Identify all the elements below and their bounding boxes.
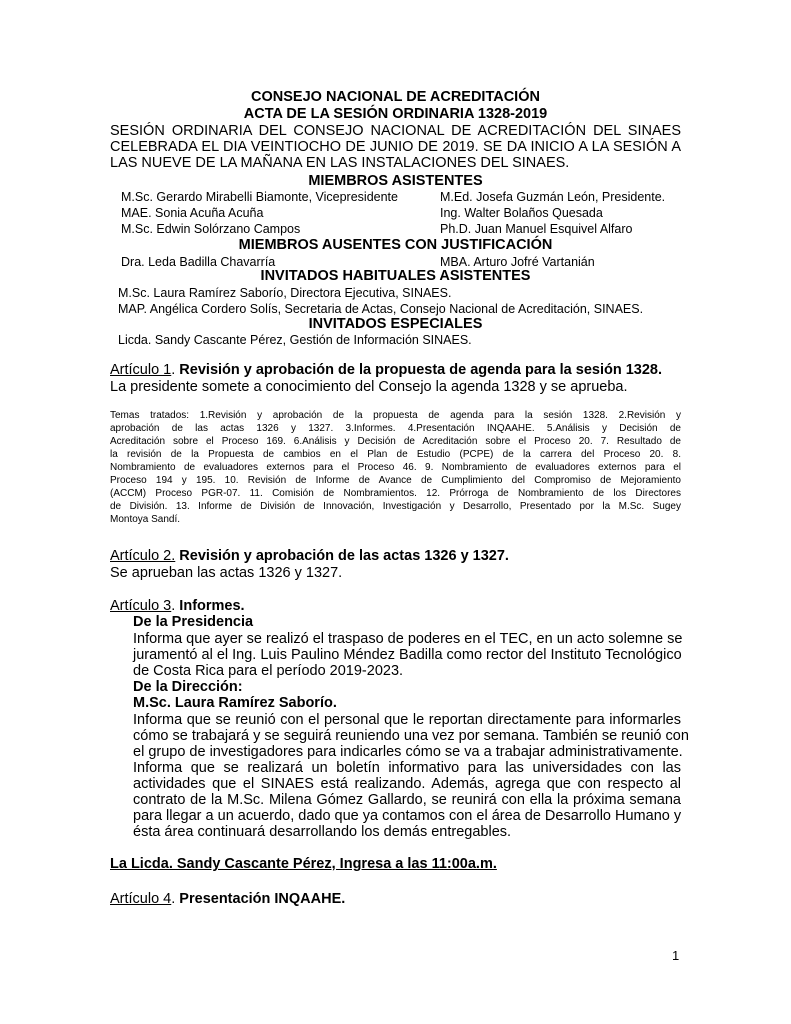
special-guest: Licda. Sandy Cascante Pérez, Gestión de Información SINAES. xyxy=(118,333,472,347)
article-title: Revisión y aprobación de la propuesta de agenda para la sesión 1328. xyxy=(175,362,663,378)
ingreso-note: La Licda. Sandy Cascante Pérez, Ingresa a las 11:00a.m. xyxy=(110,856,497,872)
attendee: M.Sc. Edwin Solórzano Campos xyxy=(121,222,301,236)
page-number: 1 xyxy=(672,948,680,963)
temas-line: Temas tratados: 1.Revisión y aprobación de la propuesta de agenda para la sesión 1328. 2.Revisión y xyxy=(110,410,681,421)
absent-heading: MIEMBROS AUSENTES CON JUSTIFICACIÓN xyxy=(238,237,553,253)
paragraph-line: Informa que se reunió con el personal que le reportan directamente para informarles xyxy=(133,712,681,728)
paragraph-line: Informa que ayer se realizó el traspaso de poderes en el TEC, en un acto solemne se xyxy=(133,631,683,647)
article-3-heading xyxy=(110,598,245,614)
habitual-heading: INVITADOS HABITUALES ASISTENTES xyxy=(260,268,531,284)
temas-line: aprobación de las actas 1326 y 1327. 3.Informes. 4.Presentación INQAAHE. 5.Análisis y Decisión de xyxy=(110,423,681,434)
temas-line: Proceso 194 y 195. 10. Revisión de Informe de Avance de Cumplimiento del Compromiso de Mejoramiento xyxy=(110,475,681,486)
attendee: Ph.D. Juan Manuel Esquivel Alfaro xyxy=(440,222,633,236)
article-2-text: Se aprueban las actas 1326 y 1327. xyxy=(110,565,343,581)
paragraph-line: de Costa Rica para el período 2019-2023. xyxy=(133,663,404,679)
article-2-heading xyxy=(110,548,509,564)
temas-line: de División. 13. Informe de División de Innovación, Investigación y Desarrollo, Presentado por la M.Sc. Sugey xyxy=(110,501,681,512)
org-title: CONSEJO NACIONAL DE ACREDITACIÓN xyxy=(251,89,540,105)
article-label: Artículo 4 xyxy=(110,891,172,907)
paragraph-line: ésta área continuará desarrollando los demás entregables. xyxy=(133,824,512,840)
article-label: Artículo 1 xyxy=(110,362,172,378)
intro-line: LAS NUEVE DE LA MAÑANA EN LAS INSTALACIONES DEL SINAES. xyxy=(110,155,570,171)
temas-tratados xyxy=(110,409,681,526)
attendee: M.Ed. Josefa Guzmán León, Presidente. xyxy=(440,190,666,204)
paragraph-line: para llegar a un acuerdo, dado que ya contamos con el área de Desarrollo Humano y xyxy=(133,808,682,824)
direccion-text xyxy=(133,712,689,840)
habitual-guest: MAP. Angélica Cordero Solís, Secretaria de Actas, Consejo Nacional de Acreditación, SINAES. xyxy=(118,302,644,316)
temas-line: (ACCM) Proceso PGR-07. 11. Comisión de Nombramientos. 12. Prórroga de Nombramiento de los Directores xyxy=(110,488,681,499)
paragraph-line: cómo se trabajará y se seguirá reuniendo una vez por semana. También se reunió con xyxy=(133,728,689,744)
session-intro xyxy=(110,123,681,171)
paragraph-line: juramentó al el Ing. Luis Paulino Méndez Badilla como rector del Instituto Tecnológico xyxy=(133,647,682,663)
article-separator: . xyxy=(171,598,176,614)
paragraph-line: el grupo de investigadores para indicarles cómo se va a trabajar administrativamente. xyxy=(133,744,683,760)
article-1-text: La presidente somete a conocimiento del Consejo la agenda 1328 y se aprueba. xyxy=(110,379,628,395)
direccion-person: M.Sc. Laura Ramírez Saborío. xyxy=(133,695,337,711)
attendee: Ing. Walter Bolaños Quesada xyxy=(440,206,603,220)
article-title: Presentación INQAAHE. xyxy=(175,891,346,907)
habitual-guest: M.Sc. Laura Ramírez Saborío, Directora Ejecutiva, SINAES. xyxy=(118,286,452,300)
presidencia-heading: De la Presidencia xyxy=(133,614,254,630)
temas-line: Nombramiento de evaluadores externos para el Proceso 46. 9. Nombramiento de evaluadores externos para el xyxy=(110,462,681,473)
paragraph-line: contrato de la M.Sc. Milena Gómez Gallardo, se reunirá con ella la próxima semana xyxy=(133,792,681,808)
paragraph-line: Informa que se realizará un boletín informativo para las universidades con las xyxy=(133,760,681,776)
article-1-heading xyxy=(110,362,662,378)
article-4-heading xyxy=(110,891,345,907)
temas-line: Acreditación sobre el Proceso 169. 6.Análisis y Decisión de Acreditación sobre el Proceso 20. 7. Resultado de xyxy=(110,436,681,447)
temas-line: la revisión de la Propuesta de cambios en el Plan de Estudio (PCPE) de la carrera del Proceso 20. 8. xyxy=(110,449,681,460)
article-separator: . xyxy=(171,362,176,378)
paragraph-line: actividades que el SINAES está realizando. Además, agrega que con respecto al xyxy=(133,776,681,792)
temas-line: Montoya Sandí. xyxy=(110,514,181,525)
article-label: Artículo 3 xyxy=(110,598,172,614)
direccion-heading: De la Dirección: xyxy=(133,679,243,695)
attendee: MAE. Sonia Acuña Acuña xyxy=(121,206,264,220)
absent-member: MBA. Arturo Jofré Vartanián xyxy=(440,255,595,269)
absent-member: Dra. Leda Badilla Chavarría xyxy=(121,255,276,269)
article-title: Informes. xyxy=(175,598,245,614)
presidencia-text xyxy=(133,631,681,679)
acta-title: ACTA DE LA SESIÓN ORDINARIA 1328-2019 xyxy=(243,106,548,122)
article-title: Revisión y aprobación de las actas 1326 y 1327. xyxy=(175,548,509,564)
attendee: M.Sc. Gerardo Mirabelli Biamonte, Vicepresidente xyxy=(121,190,398,204)
article-separator: . xyxy=(171,891,176,907)
attendees-heading: MIEMBROS ASISTENTES xyxy=(308,173,483,189)
intro-line: CELEBRADA EL DIA VEINTIOCHO DE JUNIO DE 2019. SE DA INICIO A LA SESIÓN A xyxy=(110,139,681,155)
special-heading: INVITADOS ESPECIALES xyxy=(308,316,483,332)
intro-line: SESIÓN ORDINARIA DEL CONSEJO NACIONAL DE ACREDITACIÓN DEL SINAES xyxy=(110,123,681,139)
article-label: Artículo 2. xyxy=(110,548,176,564)
